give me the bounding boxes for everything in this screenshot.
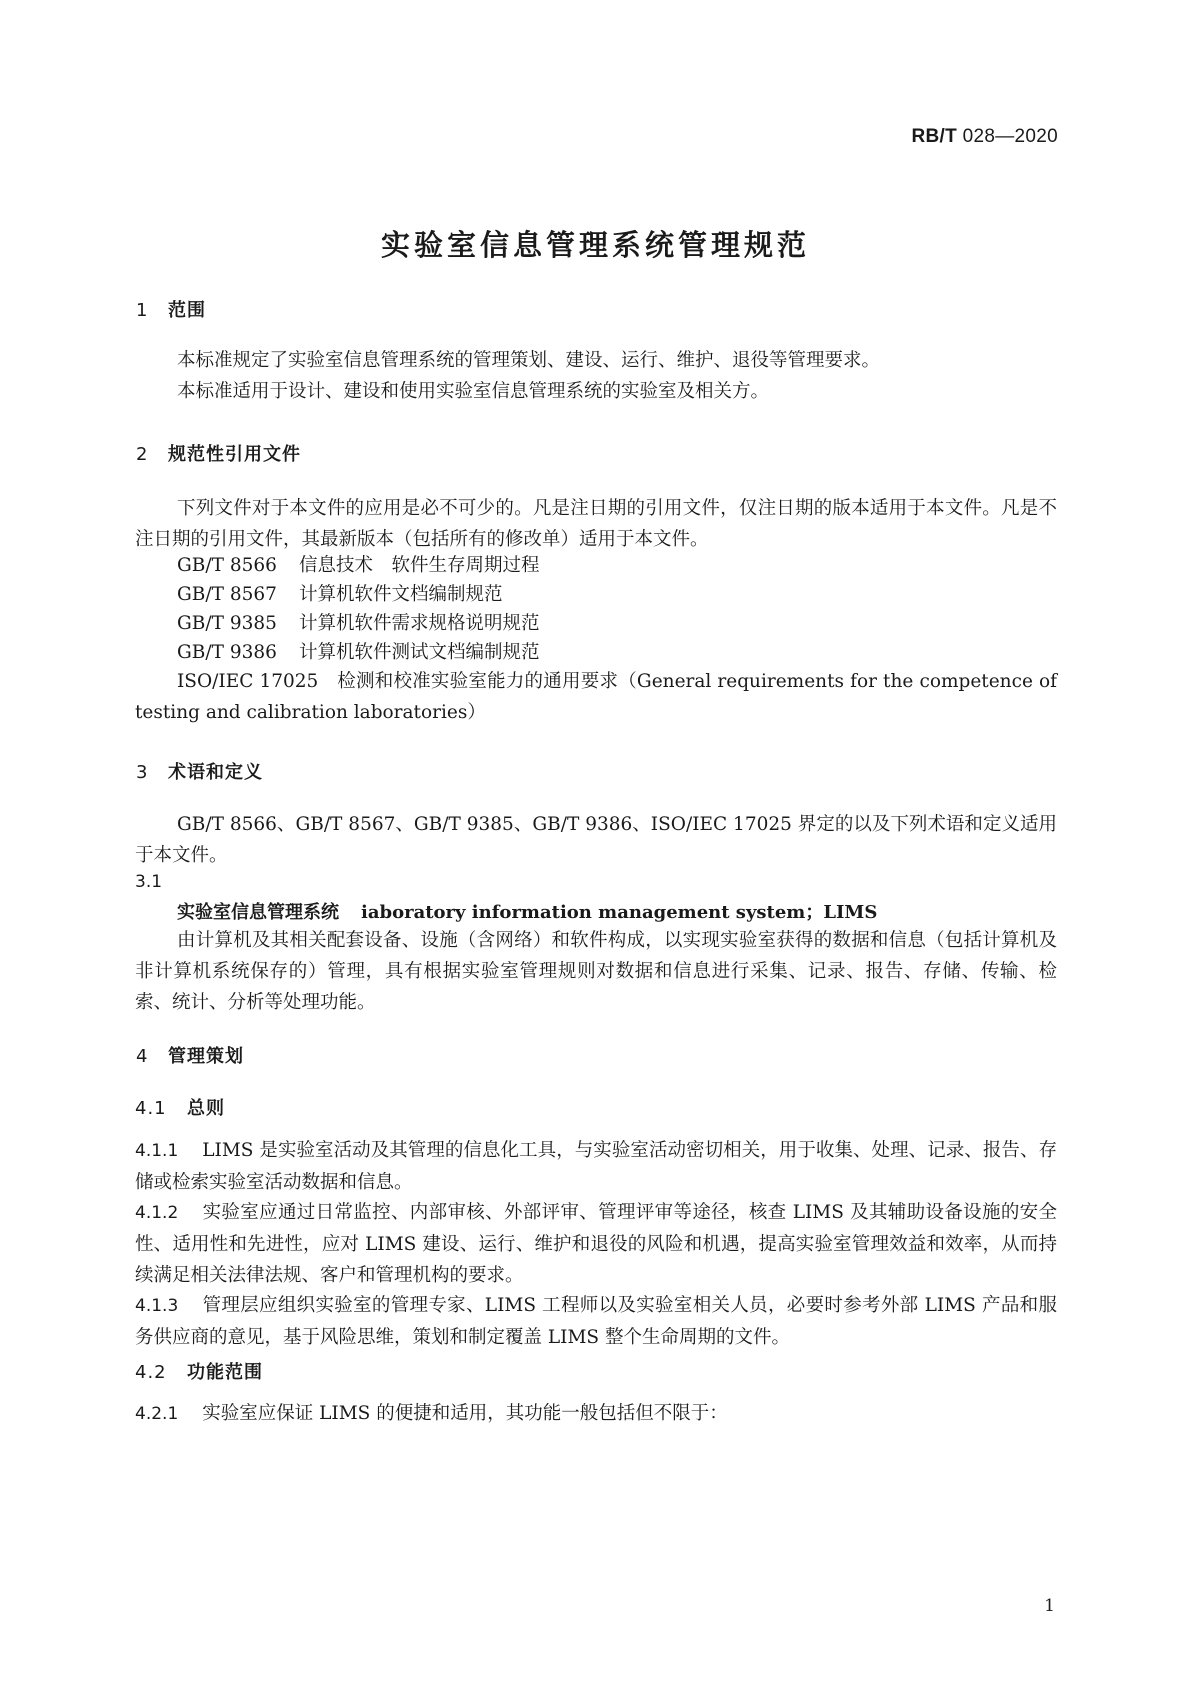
clause-text: 实验室应通过日常监控、内部审核、外部评审、管理评审等途径，核查 LIMS 及其辅助设备设施的安全性、适用性和先进性，应对 LIMS 建设、运行、维护和退役的风险和机遇，提高实验室管理效益和效率，从而持续满足相关法律法规、客户和管理机构的要求。 (135, 1202, 1057, 1286)
section-title: 管理策划 (168, 1046, 244, 1067)
clause-text: LIMS 是实验室活动及其管理的信息化工具，与实验室活动密切相关，用于收集、处理、记录、报告、存储或检索实验室活动数据和信息。 (135, 1140, 1057, 1193)
scope-paragraph-1: 本标准规定了实验室信息管理系统的管理策划、建设、运行、维护、退役等管理要求。 (177, 350, 881, 371)
subsection-title: 总则 (187, 1098, 225, 1119)
section-number: 4 (136, 1046, 149, 1067)
document-title: 实验室信息管理系统管理规范 (380, 228, 810, 262)
section-number: 3 (136, 762, 149, 783)
clause-4-1-2 (135, 1197, 1057, 1291)
reference-name: 计算机软件需求规格说明规范 (299, 613, 540, 634)
term-heading (177, 898, 877, 924)
term-definition: 由计算机及其相关配套设备、设施（含网络）和软件构成，以实现实验室获得的数据和信息（包括计算机及非计算机系统保存的）管理，具有根据实验室管理规则对数据和信息进行采集、记录、报告、存储、传输、检索、统计、分析等处理功能。 (135, 930, 1057, 1013)
clause-number: 4.2.1 (135, 1404, 179, 1424)
term-number: 3.1 (135, 872, 163, 892)
clause-number: 4.1.3 (135, 1296, 179, 1316)
reference-item (177, 550, 540, 581)
standard-number (912, 126, 1059, 148)
section-4-heading (136, 1042, 244, 1068)
section-2-heading (136, 440, 301, 466)
terms-intro: GB/T 8566、GB/T 8567、GB/T 9385、GB/T 9386、ISO/IEC 17025 界定的以及下列术语和定义适用于本文件。 (135, 814, 1057, 866)
subsection-4-2-heading (135, 1358, 263, 1384)
subsection-number: 4.2 (135, 1362, 167, 1383)
reference-name: 计算机软件文档编制规范 (299, 584, 503, 605)
reference-item (177, 637, 540, 668)
clause-4-1-3 (135, 1290, 1057, 1353)
scope-paragraph-2: 本标准适用于设计、建设和使用实验室信息管理系统的实验室及相关方。 (177, 381, 770, 402)
reference-item (177, 579, 503, 610)
clause-number: 4.1.2 (135, 1203, 179, 1223)
reference-code: GB/T 9386 (177, 642, 277, 663)
section-number: 2 (136, 444, 149, 465)
reference-name: 信息技术 软件生存周期过程 (299, 555, 540, 576)
reference-code: GB/T 8567 (177, 584, 277, 605)
section-title: 术语和定义 (168, 762, 263, 783)
subsection-number: 4.1 (135, 1098, 167, 1119)
reference-item (177, 608, 540, 639)
reference-code: GB/T 8566 (177, 555, 277, 576)
clause-4-2-1 (135, 1398, 1057, 1430)
reference-iso: ISO/IEC 17025 检测和校准实验室能力的通用要求（General requirements for the competence of testing and calibration laboratories） (135, 671, 1057, 723)
section-title: 范围 (168, 300, 206, 321)
clause-text: 实验室应保证 LIMS 的便捷和适用，其功能一般包括但不限于： (202, 1403, 728, 1424)
term-en: iaboratory information management system；LIMS (361, 902, 878, 923)
clause-4-1-1 (135, 1135, 1057, 1198)
section-3-heading (136, 758, 263, 784)
subsection-title: 功能范围 (187, 1362, 263, 1383)
standard-code: 028—2020 (962, 126, 1058, 147)
reference-code: GB/T 9385 (177, 613, 277, 634)
normative-intro: 下列文件对于本文件的应用是必不可少的。凡是注日期的引用文件，仅注日期的版本适用于本文件。凡是不注日期的引用文件，其最新版本（包括所有的修改单）适用于本文件。 (135, 498, 1057, 550)
reference-name: 计算机软件测试文档编制规范 (299, 642, 540, 663)
term-cn: 实验室信息管理系统 (177, 902, 339, 923)
clause-text: 管理层应组织实验室的管理专家、LIMS 工程师以及实验室相关人员，必要时参考外部 LIMS 产品和服务供应商的意见，基于风险思维，策划和制定覆盖 LIMS 整个生命周期的文件。 (135, 1295, 1057, 1348)
section-1-heading (136, 296, 206, 322)
clause-number: 4.1.1 (135, 1141, 179, 1161)
subsection-4-1-heading (135, 1094, 225, 1120)
section-title: 规范性引用文件 (168, 444, 301, 465)
standard-prefix: RB/T (911, 126, 958, 147)
section-number: 1 (136, 300, 149, 321)
page-number: 1 (1044, 1596, 1055, 1616)
